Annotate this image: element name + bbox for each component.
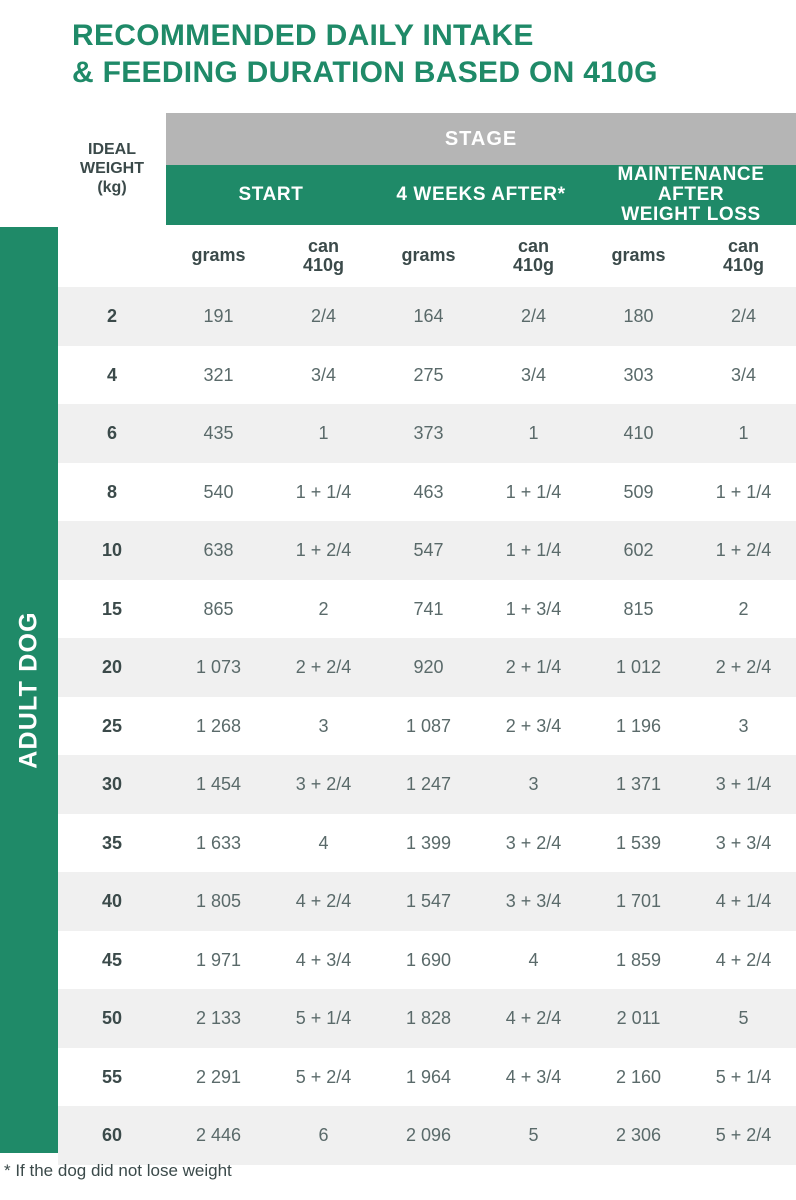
cell-ideal-weight: 40 <box>58 872 166 931</box>
cell-start-grams: 2 291 <box>166 1048 271 1107</box>
header-group-maintenance-line-1: MAINTENANCE AFTER <box>617 164 765 206</box>
cell-4weeks-can: 2 + 3/4 <box>481 697 586 756</box>
cell-maintenance-grams: 180 <box>586 287 691 346</box>
cell-ideal-weight: 10 <box>58 521 166 580</box>
feeding-table-body <box>58 287 796 1165</box>
header-group-4-weeks-after: 4 WEEKS AFTER* <box>376 165 586 225</box>
cell-maintenance-grams: 1 196 <box>586 697 691 756</box>
cell-maintenance-grams: 602 <box>586 521 691 580</box>
cell-ideal-weight: 8 <box>58 463 166 522</box>
cell-start-grams: 2 446 <box>166 1106 271 1165</box>
cell-start-grams: 1 805 <box>166 872 271 931</box>
cell-maintenance-grams: 1 859 <box>586 931 691 990</box>
cell-4weeks-can: 4 + 3/4 <box>481 1048 586 1107</box>
cell-maintenance-grams: 509 <box>586 463 691 522</box>
cell-maintenance-grams: 1 012 <box>586 638 691 697</box>
cell-start-can: 2 <box>271 580 376 639</box>
cell-ideal-weight: 60 <box>58 1106 166 1165</box>
table-row <box>58 814 796 873</box>
cell-4weeks-grams: 164 <box>376 287 481 346</box>
cell-4weeks-can: 2 + 1/4 <box>481 638 586 697</box>
cell-4weeks-can: 5 <box>481 1106 586 1165</box>
header-ideal-weight-line-3: (kg) <box>97 178 127 196</box>
cell-start-grams: 321 <box>166 346 271 405</box>
cell-4weeks-can: 2/4 <box>481 287 586 346</box>
cell-ideal-weight: 4 <box>58 346 166 405</box>
cell-4weeks-grams: 547 <box>376 521 481 580</box>
table-row <box>58 1106 796 1165</box>
cell-maintenance-can: 1 + 1/4 <box>691 463 796 522</box>
header-unit-maintenance-grams-line-1: grams <box>611 245 666 266</box>
table-header-row-stage <box>58 113 796 165</box>
header-unit-4weeks-grams-line-1: grams <box>401 245 456 266</box>
cell-start-grams: 540 <box>166 463 271 522</box>
cell-start-grams: 1 454 <box>166 755 271 814</box>
cell-ideal-weight: 30 <box>58 755 166 814</box>
cell-ideal-weight: 35 <box>58 814 166 873</box>
header-unit-start-grams-line-1: grams <box>191 245 246 266</box>
cell-4weeks-grams: 373 <box>376 404 481 463</box>
header-unit-4weeks-can-line-2: 410g <box>512 255 555 276</box>
cell-ideal-weight: 20 <box>58 638 166 697</box>
cell-start-can: 5 + 2/4 <box>271 1048 376 1107</box>
cell-4weeks-can: 3 + 2/4 <box>481 814 586 873</box>
cell-ideal-weight: 25 <box>58 697 166 756</box>
cell-start-grams: 2 133 <box>166 989 271 1048</box>
cell-maintenance-grams: 1 539 <box>586 814 691 873</box>
table-row <box>58 580 796 639</box>
side-band-label: ADULT DOG <box>14 611 43 769</box>
table-row <box>58 931 796 990</box>
header-unit-4weeks-can <box>481 225 586 287</box>
cell-start-grams: 1 971 <box>166 931 271 990</box>
cell-start-can: 2/4 <box>271 287 376 346</box>
cell-4weeks-can: 1 <box>481 404 586 463</box>
header-group-maintenance-after-weight-loss <box>586 165 796 225</box>
cell-maintenance-can: 3 <box>691 697 796 756</box>
cell-maintenance-grams: 815 <box>586 580 691 639</box>
header-unit-maintenance-grams <box>586 225 691 287</box>
header-unit-maintenance-can <box>691 225 796 287</box>
cell-maintenance-can: 3/4 <box>691 346 796 405</box>
cell-4weeks-grams: 1 828 <box>376 989 481 1048</box>
cell-maintenance-can: 2/4 <box>691 287 796 346</box>
cell-start-can: 4 + 3/4 <box>271 931 376 990</box>
cell-4weeks-grams: 1 247 <box>376 755 481 814</box>
table-row <box>58 755 796 814</box>
header-unit-start-can-line-1: can <box>307 235 340 256</box>
cell-start-grams: 865 <box>166 580 271 639</box>
cell-start-grams: 1 073 <box>166 638 271 697</box>
page-title-line-2: & FEEDING DURATION BASED ON 410G <box>72 55 658 89</box>
cell-4weeks-grams: 2 096 <box>376 1106 481 1165</box>
table-row <box>58 521 796 580</box>
header-stage: STAGE <box>166 113 796 165</box>
footnote: * If the dog did not lose weight <box>4 1161 232 1180</box>
cell-start-can: 2 + 2/4 <box>271 638 376 697</box>
cell-ideal-weight: 50 <box>58 989 166 1048</box>
cell-4weeks-grams: 1 399 <box>376 814 481 873</box>
cell-4weeks-grams: 1 087 <box>376 697 481 756</box>
cell-4weeks-grams: 920 <box>376 638 481 697</box>
header-group-start: START <box>166 165 376 225</box>
header-unit-start-grams <box>166 225 271 287</box>
table-row <box>58 404 796 463</box>
table-row <box>58 463 796 522</box>
cell-start-can: 5 + 1/4 <box>271 989 376 1048</box>
cell-4weeks-grams: 1 547 <box>376 872 481 931</box>
header-ideal-weight <box>58 113 166 225</box>
table-row <box>58 638 796 697</box>
table-header-row-units <box>58 225 796 287</box>
cell-maintenance-grams: 2 306 <box>586 1106 691 1165</box>
cell-4weeks-can: 3 <box>481 755 586 814</box>
cell-ideal-weight: 15 <box>58 580 166 639</box>
header-group-maintenance-line-2: WEIGHT LOSS <box>621 204 761 226</box>
cell-maintenance-can: 5 + 1/4 <box>691 1048 796 1107</box>
cell-maintenance-can: 4 + 2/4 <box>691 931 796 990</box>
table-header-row-groups <box>58 165 796 225</box>
cell-start-grams: 435 <box>166 404 271 463</box>
table-row <box>58 989 796 1048</box>
table-row <box>58 346 796 405</box>
cell-4weeks-can: 1 + 1/4 <box>481 463 586 522</box>
cell-maintenance-can: 2 + 2/4 <box>691 638 796 697</box>
cell-4weeks-can: 4 <box>481 931 586 990</box>
cell-4weeks-can: 3 + 3/4 <box>481 872 586 931</box>
cell-start-can: 1 + 2/4 <box>271 521 376 580</box>
cell-maintenance-can: 5 + 2/4 <box>691 1106 796 1165</box>
cell-4weeks-grams: 1 690 <box>376 931 481 990</box>
cell-maintenance-grams: 1 371 <box>586 755 691 814</box>
cell-maintenance-grams: 303 <box>586 346 691 405</box>
cell-start-can: 1 <box>271 404 376 463</box>
cell-start-grams: 638 <box>166 521 271 580</box>
header-unit-4weeks-grams <box>376 225 481 287</box>
cell-maintenance-can: 2 <box>691 580 796 639</box>
header-unit-4weeks-can-line-1: can <box>517 235 550 256</box>
cell-start-can: 4 + 2/4 <box>271 872 376 931</box>
cell-maintenance-grams: 2 160 <box>586 1048 691 1107</box>
cell-maintenance-can: 1 + 2/4 <box>691 521 796 580</box>
cell-maintenance-grams: 2 011 <box>586 989 691 1048</box>
table-row <box>58 287 796 346</box>
cell-start-grams: 191 <box>166 287 271 346</box>
cell-start-can: 1 + 1/4 <box>271 463 376 522</box>
cell-4weeks-can: 4 + 2/4 <box>481 989 586 1048</box>
cell-4weeks-grams: 275 <box>376 346 481 405</box>
cell-maintenance-can: 1 <box>691 404 796 463</box>
header-ideal-weight-line-1: IDEAL <box>88 140 136 158</box>
cell-start-can: 4 <box>271 814 376 873</box>
cell-maintenance-can: 3 + 3/4 <box>691 814 796 873</box>
cell-start-can: 3/4 <box>271 346 376 405</box>
cell-4weeks-can: 1 + 3/4 <box>481 580 586 639</box>
cell-ideal-weight: 2 <box>58 287 166 346</box>
header-unit-start-can <box>271 225 376 287</box>
cell-maintenance-grams: 410 <box>586 404 691 463</box>
header-unit-maintenance-can-line-1: can <box>728 235 760 256</box>
header-unit-start-can-line-2: 410g <box>302 255 345 276</box>
feeding-table <box>58 113 796 1165</box>
cell-4weeks-grams: 1 964 <box>376 1048 481 1107</box>
table-row <box>58 697 796 756</box>
cell-4weeks-can: 1 + 1/4 <box>481 521 586 580</box>
cell-start-can: 3 <box>271 697 376 756</box>
cell-ideal-weight: 6 <box>58 404 166 463</box>
feeding-table-wrapper <box>58 113 796 1165</box>
cell-4weeks-can: 3/4 <box>481 346 586 405</box>
page-title <box>72 18 796 91</box>
cell-start-grams: 1 268 <box>166 697 271 756</box>
page-title-line-1: RECOMMENDED DAILY INTAKE <box>72 19 534 52</box>
cell-start-can: 6 <box>271 1106 376 1165</box>
cell-4weeks-grams: 741 <box>376 580 481 639</box>
cell-start-grams: 1 633 <box>166 814 271 873</box>
side-band-adult-dog <box>0 227 58 1153</box>
cell-4weeks-grams: 463 <box>376 463 481 522</box>
cell-maintenance-can: 3 + 1/4 <box>691 755 796 814</box>
header-ideal-weight-line-2: WEIGHT <box>80 159 144 177</box>
table-row <box>58 872 796 931</box>
cell-start-can: 3 + 2/4 <box>271 755 376 814</box>
cell-maintenance-can: 5 <box>691 989 796 1048</box>
table-row <box>58 1048 796 1107</box>
cell-ideal-weight: 45 <box>58 931 166 990</box>
cell-ideal-weight: 55 <box>58 1048 166 1107</box>
cell-maintenance-can: 4 + 1/4 <box>691 872 796 931</box>
cell-maintenance-grams: 1 701 <box>586 872 691 931</box>
header-unit-maintenance-can-line-2: 410g <box>723 255 765 276</box>
header-unit-blank <box>58 225 166 287</box>
